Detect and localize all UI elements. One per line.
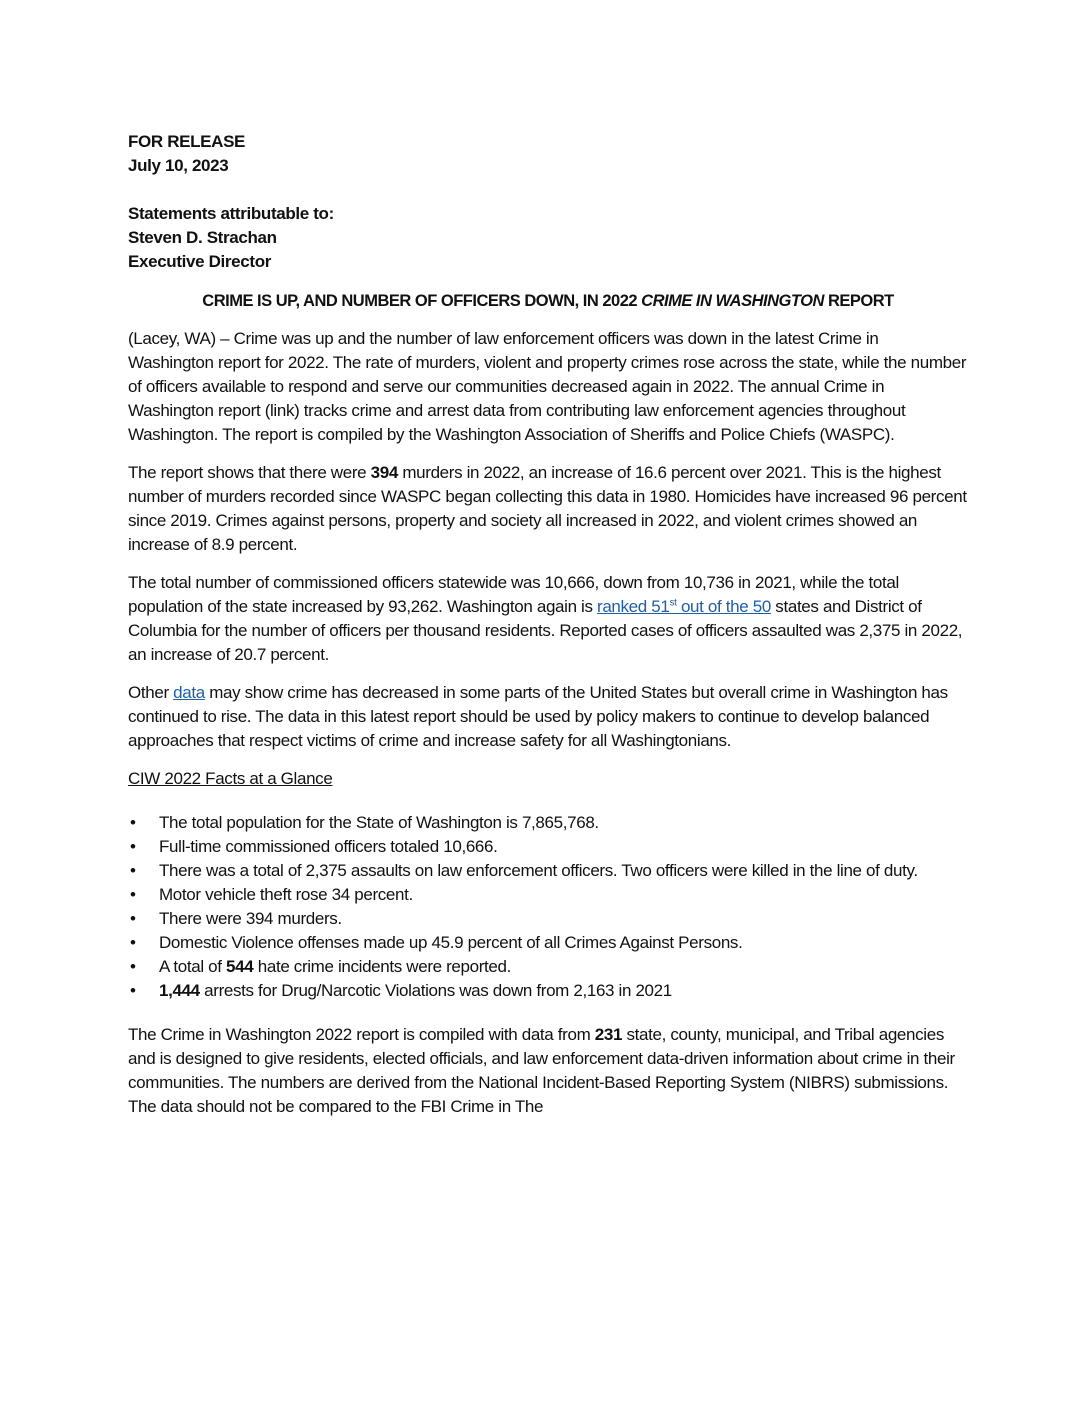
facts-heading: CIW 2022 Facts at a Glance	[128, 769, 333, 788]
fact-item: • Motor vehicle theft rose 34 percent.	[128, 883, 968, 907]
fact-item: • The total population for the State of Washington is 7,865,768.	[128, 811, 968, 835]
bullet-icon: •	[130, 813, 136, 832]
fact-item: • Domestic Violence offenses made up 45.9 percent of all Crimes Against Persons.	[128, 931, 968, 955]
document-title: CRIME IS UP, AND NUMBER OF OFFICERS DOWN, IN 2022 CRIME IN WASHINGTON REPORT	[202, 292, 894, 310]
bullet-icon: •	[130, 933, 136, 952]
release-header	[128, 130, 968, 274]
paragraph-methodology: The Crime in Washington 2022 report is compiled with data from 231 state, county, municipal, and Tribal agencies and is designed to give residents, elected officials, and law enforcement data-driven information about crime in their communities. The numbers are derived from the National Incident-Based Reporting System (NIBRS) submissions. The data should not be compared to the FBI Crime in The	[128, 1025, 955, 1116]
fact-item: • There were 394 murders.	[128, 907, 968, 931]
press-release-page	[128, 130, 968, 1133]
fact-item: • There was a total of 2,375 assaults on law enforcement officers. Two officers were killed in the line of duty.	[128, 859, 968, 883]
facts-list	[128, 811, 968, 1003]
ranked-51st-link[interactable]: ranked 51st out of the 50	[597, 597, 771, 616]
paragraph-intro: (Lacey, WA) – Crime was up and the number of law enforcement officers was down in the latest Crime in Washington report for 2022. The rate of murders, violent and property crimes rose across the state, while the number of officers available to respond and serve our communities decreased again in 2022. The annual Crime in Washington report (link) tracks crime and arrest data from contributing law enforcement agencies throughout Washington. The report is compiled by the Washington Association of Sheriffs and Police Chiefs (WASPC).	[128, 329, 967, 444]
fact-item: • Full-time commissioned officers totaled 10,666.	[128, 835, 968, 859]
attribution-name: Steven D. Strachan	[128, 228, 277, 247]
bullet-icon: •	[130, 837, 136, 856]
bullet-icon: •	[130, 885, 136, 904]
release-label: FOR RELEASE	[128, 132, 246, 151]
paragraph-other-data: Other data may show crime has decreased in some parts of the United States but overall crime in Washington has continued to rise. The data in this latest report should be used by policy makers to continue to develop balanced approaches that respect victims of crime and increase safety for all Washingtonians.	[128, 683, 948, 750]
bullet-icon: •	[130, 909, 136, 928]
bullet-icon: •	[130, 861, 136, 880]
data-link[interactable]: data	[173, 683, 205, 702]
bullet-icon: •	[130, 957, 136, 976]
paragraph-murders: The report shows that there were 394 murders in 2022, an increase of 16.6 percent over 2021. This is the highest number of murders recorded since WASPC began collecting this data in 1980. Homicides have increased 96 percent since 2019. Crimes against persons, property and society all increased in 2022, and violent crimes showed an increase of 8.9 percent.	[128, 463, 967, 554]
report-name: CRIME IN WASHINGTON	[641, 292, 824, 310]
attribution-label: Statements attributable to:	[128, 204, 334, 223]
paragraph-officers: The total number of commissioned officers statewide was 10,666, down from 10,736 in 2021, while the total population of the state increased by 93,262. Washington again is ranked 51st out of the 50 states and District of Columbia for the number of officers per thousand residents. Reported cases of officers assaulted was 2,375 in 2022, an increase of 20.7 percent.	[128, 573, 963, 664]
attribution-role: Executive Director	[128, 252, 271, 271]
release-date: July 10, 2023	[128, 156, 229, 175]
fact-item: • A total of 544 hate crime incidents were reported.	[128, 955, 968, 979]
fact-item: • 1,444 arrests for Drug/Narcotic Violations was down from 2,163 in 2021	[128, 979, 968, 1003]
bullet-icon: •	[130, 981, 136, 1000]
